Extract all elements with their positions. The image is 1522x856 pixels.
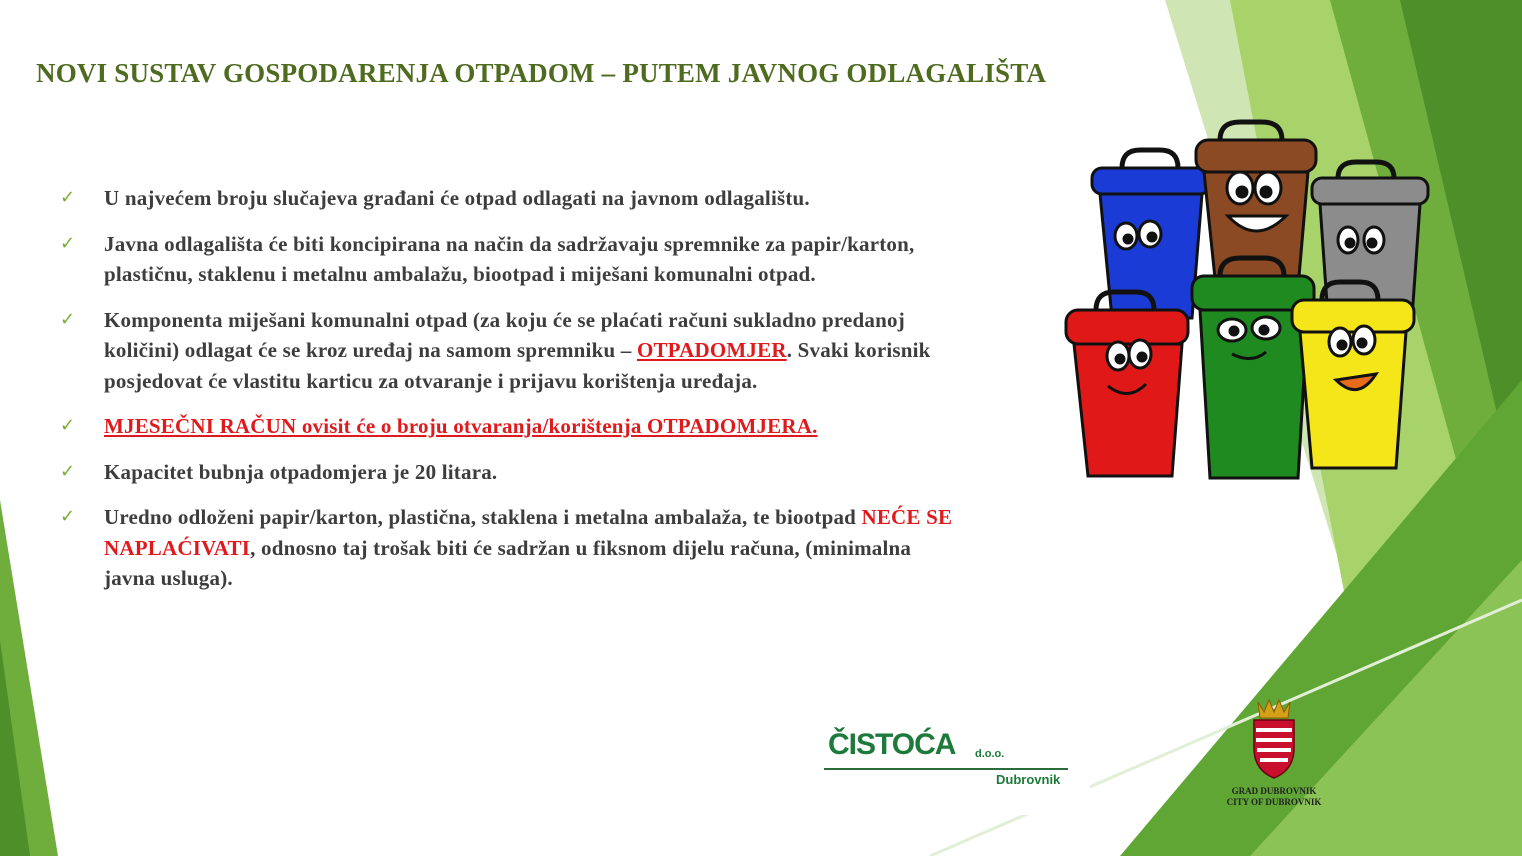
bullet-text: Javna odlagališta će biti koncipirana na način da sadržavaju spremnike za papir/karton, plastičnu, staklenu i metalnu ambalažu, biootpad i miješani komunalni otpad. <box>104 231 915 286</box>
bullet-item <box>60 502 960 594</box>
bullet-item <box>60 305 960 397</box>
slide-title: NOVI SUSTAV GOSPODARENJA OTPADOM – PUTEM JAVNOG ODLAGALIŠTA <box>36 58 1047 88</box>
check-icon: ✓ <box>60 506 76 527</box>
bullet-item <box>60 457 960 488</box>
city-label <box>1212 786 1336 808</box>
bullet-item <box>60 411 960 442</box>
red-bin <box>1066 292 1188 476</box>
bullet-highlight: NEĆE SE NAPLAĆIVATI <box>104 505 953 560</box>
yellow-bin <box>1292 282 1414 468</box>
bullet-item <box>60 229 960 290</box>
bullet-text: , odnosno taj trošak biti će sadržan u fiksnom dijelu računa, (minimalna javna usluga). <box>104 535 912 590</box>
check-icon: ✓ <box>60 460 76 482</box>
bullet-highlight: OTPADOMJER <box>636 338 787 362</box>
bullet-text: Kapacitet bubnja otpadomjera je 20 litara. <box>104 459 498 484</box>
bullet-highlight: MJESEČNI RAČUN ovisit će o broju otvaranja/korištenja OTPADOMJERA. <box>104 414 818 438</box>
cistoca-logo-suffix: d.o.o. <box>975 748 1005 760</box>
check-icon: ✓ <box>60 232 76 254</box>
cistoca-logo-city: Dubrovnik <box>996 772 1061 787</box>
bullet-text: Uredno odloženi papir/karton, plastična, staklena i metalna ambalaža, te biootpad <box>104 505 862 529</box>
cistoca-logo <box>800 700 1090 815</box>
check-icon: ✓ <box>60 187 76 208</box>
check-icon: ✓ <box>60 308 76 330</box>
cistoca-logo-name: ČISTOĆA <box>828 728 956 761</box>
logo-underline <box>824 768 1068 770</box>
bullet-text: U najvećem broju slučajeva građani će otpad odlagati na javnom odlagalištu. <box>104 186 810 210</box>
bullet-item <box>60 183 960 214</box>
grey-bin <box>1312 162 1428 318</box>
waste-bins-illustration <box>1060 118 1435 488</box>
brown-bin <box>1196 122 1316 288</box>
city-label-line2: CITY OF DUBROVNIK <box>1226 797 1322 807</box>
city-label-line1: GRAD DUBROVNIK <box>1231 786 1317 796</box>
green-bin <box>1192 258 1314 478</box>
check-icon: ✓ <box>60 415 76 436</box>
bullet-text: Komponenta miješani komunalni otpad (za koju će se plaćati računi sukladno predanoj količini) odlagat će se kroz uređaj na samom spremniku – <box>104 307 905 362</box>
bullet-list <box>60 183 960 609</box>
bullet-text: . Svaki korisnik posjedovat će vlastitu karticu za otvaranje i prijavu korištenja uređaja. <box>104 338 931 393</box>
dubrovnik-crest <box>1248 698 1300 780</box>
